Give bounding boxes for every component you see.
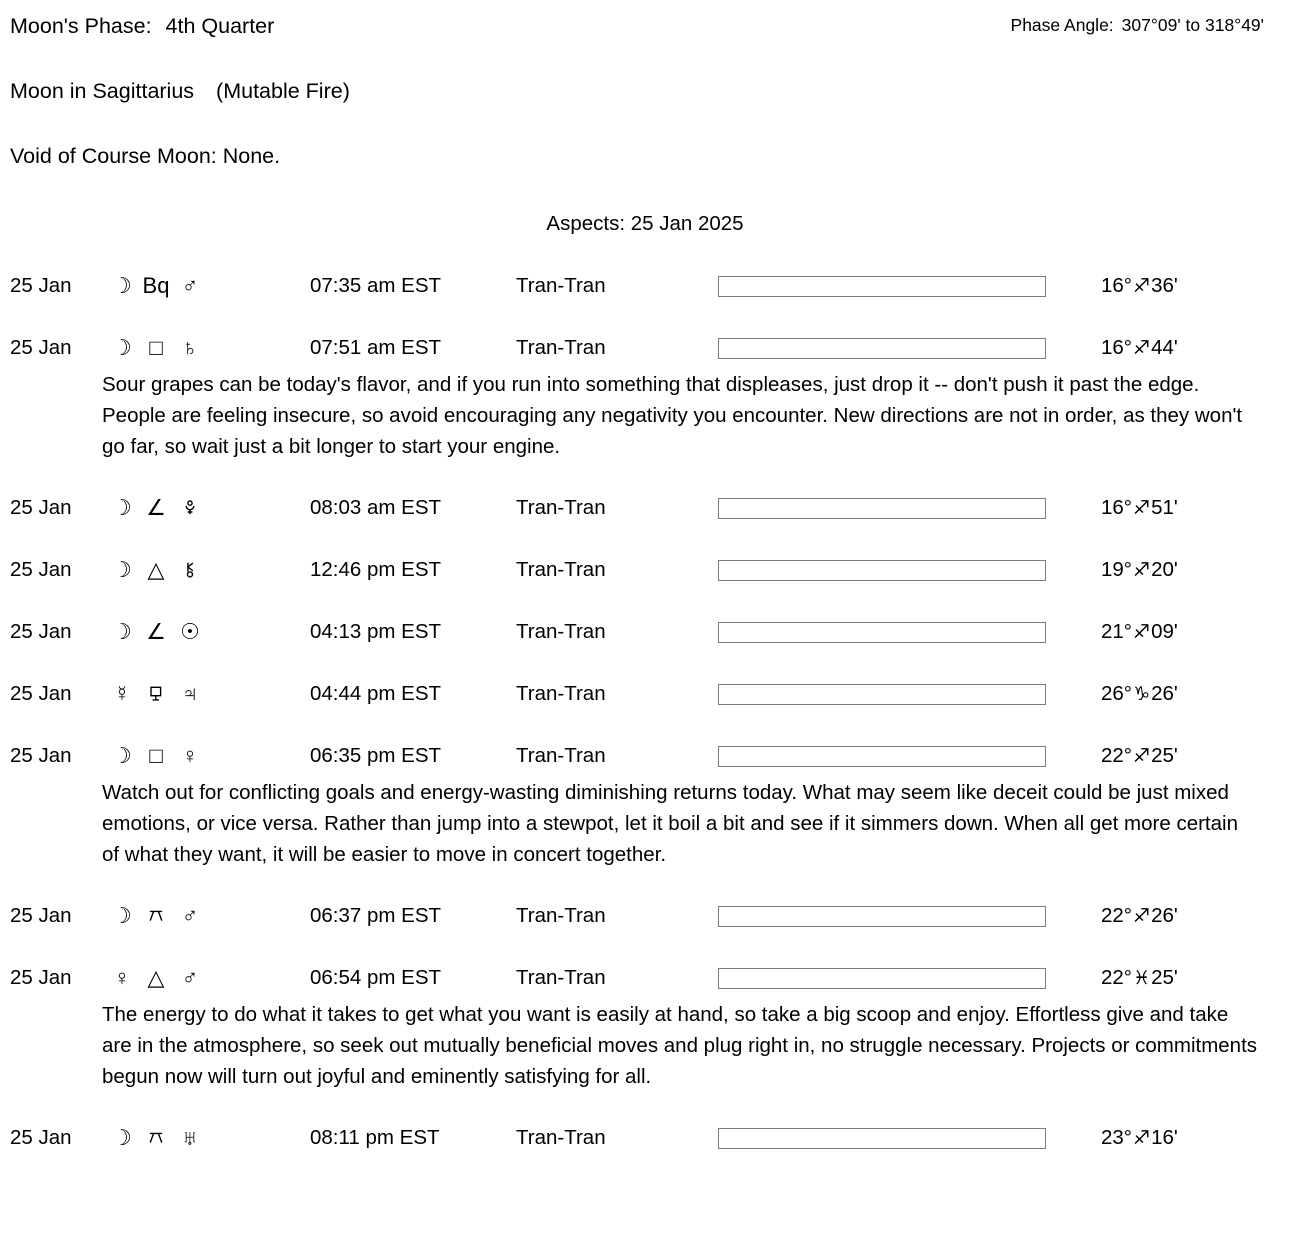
- position-degrees: 26°: [1101, 682, 1133, 705]
- venus-icon: ♀: [181, 743, 199, 768]
- moon-sign-line: [10, 79, 1290, 104]
- aspect-time: 08:03 am EST: [310, 496, 442, 519]
- mars-icon: ♂: [181, 273, 199, 298]
- position-degrees: 22°: [1101, 966, 1133, 989]
- aspect-glyphs: [105, 1125, 310, 1151]
- trine-icon: △: [147, 557, 165, 582]
- square-icon: □: [149, 743, 163, 768]
- aspect-position: [1101, 558, 1178, 582]
- sagittarius-icon: ♐: [1133, 621, 1151, 643]
- aspect-row: [0, 620, 1290, 644]
- moon-icon: ☽: [112, 273, 132, 298]
- aspect-type: Tran-Tran: [516, 1126, 606, 1149]
- aspect-row: [0, 274, 1290, 298]
- sagittarius-icon: ♐: [1133, 905, 1151, 927]
- aspect-type: Tran-Tran: [516, 744, 606, 767]
- position-degrees: 22°: [1101, 904, 1133, 927]
- aspect-glyphs: [105, 619, 310, 645]
- aspect-row-group: [0, 274, 1290, 298]
- sagittarius-icon: ♐: [1133, 559, 1151, 581]
- aspect-time: 06:35 pm EST: [310, 744, 442, 767]
- aspect-row: [0, 904, 1290, 928]
- position-minutes: 44': [1151, 336, 1178, 359]
- moon-icon: ☽: [112, 557, 132, 582]
- chiron-icon: [173, 562, 207, 578]
- aspect-date: 25 Jan: [10, 274, 72, 297]
- void-of-course-line: Void of Course Moon: None.: [10, 144, 281, 168]
- aspect-row-group: [0, 966, 1290, 1092]
- aspect-date: 25 Jan: [10, 558, 72, 581]
- aspect-row-group: [0, 682, 1290, 706]
- aspect-date: 25 Jan: [10, 620, 72, 643]
- orb-progress-bar: [718, 968, 1046, 989]
- jupiter-icon: ♃: [181, 681, 199, 706]
- mars-icon: ♂: [181, 903, 199, 928]
- orb-progress-bar: [718, 1128, 1046, 1149]
- orb-progress-bar: [718, 498, 1046, 519]
- aspect-position: [1101, 620, 1178, 644]
- moon-icon: ☽: [112, 619, 132, 644]
- aspect-position: [1101, 966, 1178, 990]
- aspect-row-group: [0, 744, 1290, 870]
- aspect-glyphs: [105, 681, 310, 707]
- aspect-type: Tran-Tran: [516, 336, 606, 359]
- pisces-icon: ♓: [1133, 967, 1151, 989]
- position-minutes: 16': [1151, 1126, 1178, 1149]
- orb-progress-bar: [718, 560, 1046, 581]
- moon-icon: ☽: [112, 743, 132, 768]
- aspect-type: Tran-Tran: [516, 496, 606, 519]
- aspect-type: Tran-Tran: [516, 558, 606, 581]
- aspect-type: Tran-Tran: [516, 620, 606, 643]
- phase-angle-label: Phase Angle:: [1010, 15, 1114, 35]
- mercury-icon: ☿: [113, 681, 131, 706]
- sagittarius-icon: ♐: [1133, 275, 1151, 297]
- position-minutes: 25': [1151, 744, 1178, 767]
- sagittarius-icon: ♐: [1133, 497, 1151, 519]
- aspect-glyphs: [105, 273, 310, 299]
- phase-angle: [1011, 15, 1264, 36]
- position-degrees: 19°: [1101, 558, 1133, 581]
- aspect-time: 07:35 am EST: [310, 274, 442, 297]
- aspect-row-group: [0, 336, 1290, 462]
- aspect-glyphs: [105, 557, 310, 583]
- orb-progress-bar: [718, 276, 1046, 297]
- position-minutes: 36': [1151, 274, 1178, 297]
- moon-icon: ☽: [112, 335, 132, 360]
- aspect-glyphs: [105, 965, 310, 991]
- position-minutes: 51': [1151, 496, 1178, 519]
- sesquiquadrate-icon: [139, 686, 173, 702]
- aspect-time: 06:54 pm EST: [310, 966, 442, 989]
- orb-progress-bar: [718, 746, 1046, 767]
- sagittarius-icon: ♐: [1133, 1127, 1151, 1149]
- aspect-list: [0, 274, 1290, 1150]
- aspect-time: 06:37 pm EST: [310, 904, 442, 927]
- aspect-position: [1101, 496, 1178, 520]
- moon-icon: ☽: [112, 495, 132, 520]
- aspect-row: [0, 336, 1290, 360]
- sagittarius-icon: ♐: [1133, 745, 1151, 767]
- aspect-row-group: [0, 904, 1290, 928]
- aspect-time: 12:46 pm EST: [310, 558, 442, 581]
- orb-progress-bar: [718, 622, 1046, 643]
- position-degrees: 16°: [1101, 274, 1133, 297]
- aspect-date: 25 Jan: [10, 966, 72, 989]
- aspect-type: Tran-Tran: [516, 966, 606, 989]
- aspect-date: 25 Jan: [10, 1126, 72, 1149]
- moons-phase-label: Moon's Phase:: [10, 14, 152, 38]
- aspect-time: 04:13 pm EST: [310, 620, 442, 643]
- aspect-date: 25 Jan: [10, 744, 72, 767]
- sun-icon: ☉: [180, 619, 200, 644]
- aspect-time: 07:51 am EST: [310, 336, 442, 359]
- aspect-date: 25 Jan: [10, 496, 72, 519]
- aspect-position: [1101, 744, 1178, 768]
- position-minutes: 20': [1151, 558, 1178, 581]
- aspect-position: [1101, 904, 1178, 928]
- aspect-position: [1101, 336, 1178, 360]
- aspect-type: Tran-Tran: [516, 274, 606, 297]
- aspect-time: 08:11 pm EST: [310, 1126, 440, 1149]
- mars-icon: ♂: [181, 965, 199, 990]
- aspect-glyphs: [105, 903, 310, 929]
- pluto-icon: [173, 500, 207, 516]
- aspect-glyphs: [105, 743, 310, 769]
- aspect-glyphs: [105, 335, 310, 361]
- phase-angle-value: 307°09' to 318°49': [1121, 15, 1264, 35]
- aspect-type: Tran-Tran: [516, 904, 606, 927]
- aspect-position: [1101, 274, 1178, 298]
- aspect-row-group: [0, 558, 1290, 582]
- aspect-row: [0, 558, 1290, 582]
- venus-icon: ♀: [113, 965, 131, 990]
- aspect-note: Sour grapes can be today's flavor, and if you run into something that displeases, just drop it -- don't push it past the edge. People are feeling insecure, so avoid encouraging any negativity you encounter. New directions are not in order, as they won't go far, so wait just a bit longer to start your engine.: [102, 373, 1243, 458]
- aspect-date: 25 Jan: [10, 336, 72, 359]
- aspect-row: [0, 966, 1290, 990]
- saturn-icon: ♄: [181, 335, 199, 360]
- aspect-type: Tran-Tran: [516, 682, 606, 705]
- aspect-row-group: [0, 496, 1290, 520]
- square-icon: □: [149, 335, 163, 360]
- aspect-time: 04:44 pm EST: [310, 682, 442, 705]
- aspect-row-group: [0, 620, 1290, 644]
- biquintile-icon: Bq: [142, 273, 170, 298]
- moon-sign: Moon in Sagittarius: [10, 79, 195, 103]
- orb-progress-bar: [718, 684, 1046, 705]
- moon-icon: ☽: [112, 1125, 132, 1150]
- aspect-row: [0, 682, 1290, 706]
- sagittarius-icon: ♐: [1133, 337, 1151, 359]
- position-degrees: 16°: [1101, 496, 1133, 519]
- aspect-row: [0, 496, 1290, 520]
- aspect-glyphs: [105, 495, 310, 521]
- aspect-row: [0, 744, 1290, 768]
- orb-progress-bar: [718, 906, 1046, 927]
- position-minutes: 26': [1151, 682, 1178, 705]
- aspect-position: [1101, 682, 1178, 706]
- moon-icon: ☽: [112, 903, 132, 928]
- aspect-row-group: [0, 1126, 1290, 1150]
- position-degrees: 21°: [1101, 620, 1133, 643]
- position-degrees: 23°: [1101, 1126, 1133, 1149]
- aspect-date: 25 Jan: [10, 682, 72, 705]
- position-degrees: 22°: [1101, 744, 1133, 767]
- uranus-icon: ♅: [181, 1125, 199, 1150]
- capricorn-icon: ♑: [1133, 683, 1151, 705]
- aspect-position: [1101, 1126, 1178, 1150]
- aspect-note: Watch out for conflicting goals and energy-wasting diminishing returns today. What may seem like deceit could be just mixed emotions, or vice versa. Rather than jump into a stewpot, let it boil a bit and see if it simmers down. When all get more certain of what they want, it will be easier to move in concert together.: [102, 781, 1238, 866]
- position-degrees: 16°: [1101, 336, 1133, 359]
- position-minutes: 09': [1151, 620, 1178, 643]
- semisquare-icon: ∠: [146, 619, 166, 644]
- quincunx-icon: [139, 1130, 173, 1146]
- aspects-title: Aspects: 25 Jan 2025: [546, 212, 744, 235]
- position-minutes: 25': [1151, 966, 1178, 989]
- aspect-note: The energy to do what it takes to get what you want is easily at hand, so take a big scoop and enjoy. Effortless give and take are in the atmosphere, so seek out mutually beneficial moves and plug right in, no struggle necessary. Projects or commitments begun now will turn out joyful and eminently satisfying for all.: [102, 1003, 1258, 1088]
- position-minutes: 26': [1151, 904, 1178, 927]
- aspect-date: 25 Jan: [10, 904, 72, 927]
- moons-phase-value: 4th Quarter: [165, 14, 275, 38]
- trine-icon: △: [147, 965, 165, 990]
- aspect-row: [0, 1126, 1290, 1150]
- semisquare-icon: ∠: [146, 495, 166, 520]
- orb-progress-bar: [718, 338, 1046, 359]
- moon-sign-element: (Mutable Fire): [216, 79, 350, 103]
- quincunx-icon: [139, 908, 173, 924]
